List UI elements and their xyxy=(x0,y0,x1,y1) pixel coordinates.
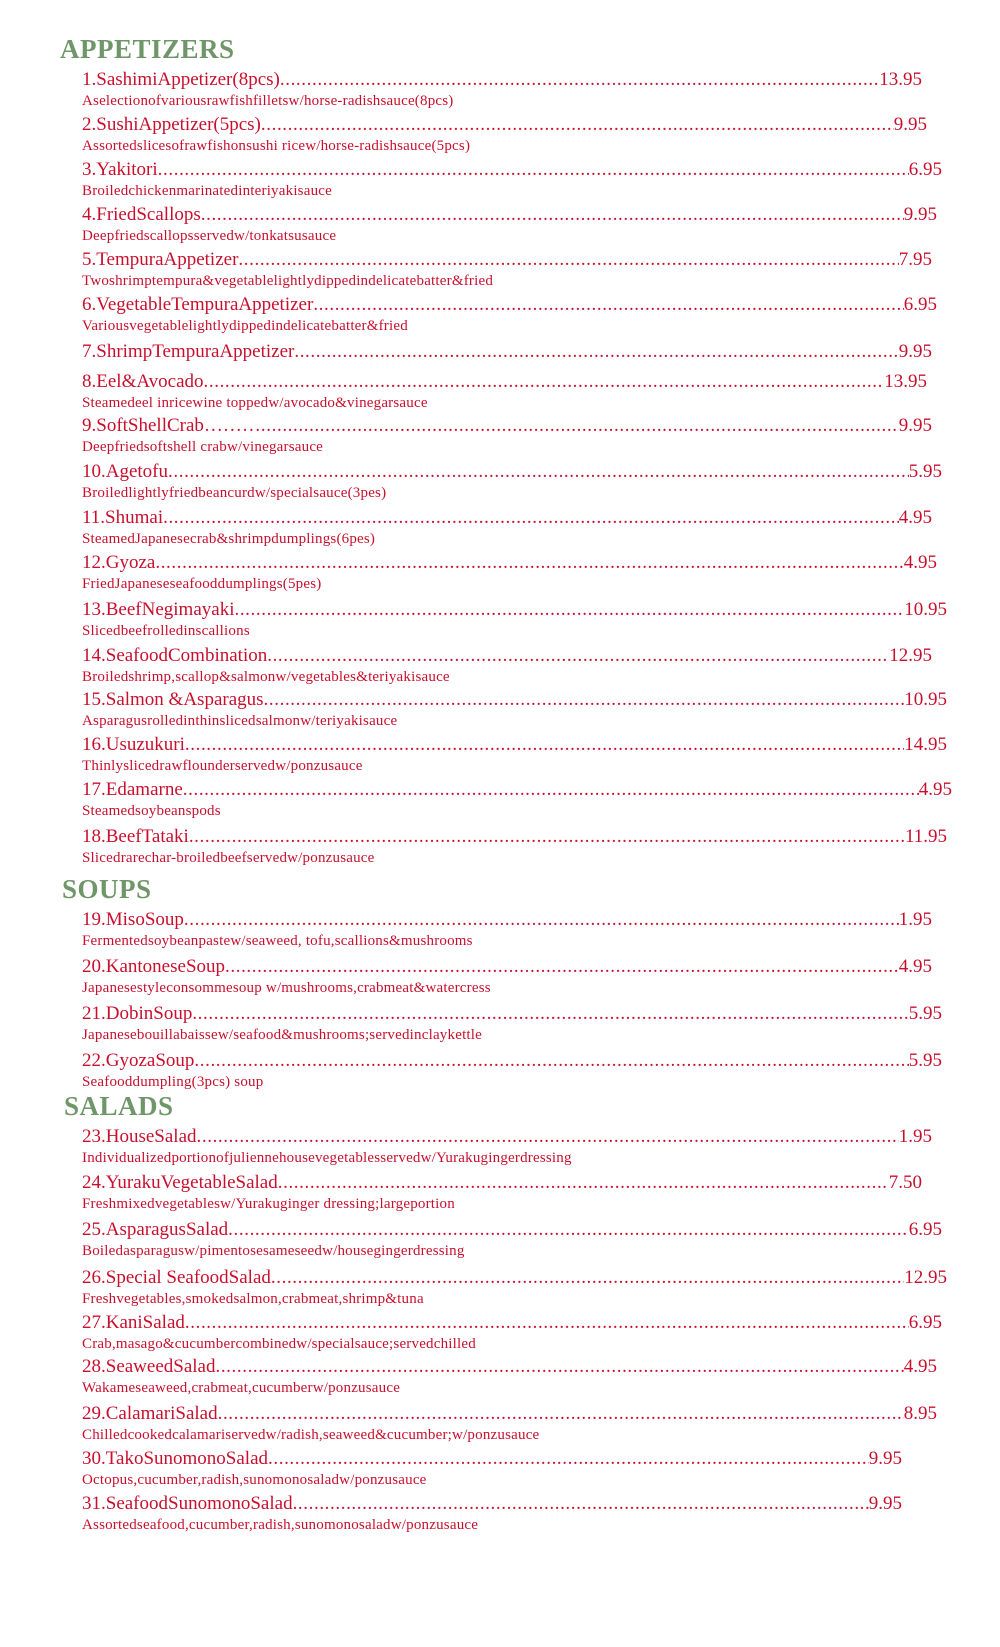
item-name: 19.MisoSoup xyxy=(82,909,184,930)
item-description: SteamedJapanesecrab&shrimpdumplings(6pes) xyxy=(82,531,376,547)
item-price: 9.95 xyxy=(898,415,932,436)
menu-item xyxy=(82,1494,942,1533)
menu-item xyxy=(82,342,942,361)
item-price: 4.95 xyxy=(898,956,932,977)
menu-item xyxy=(82,646,942,685)
item-name: 3.Yakitori xyxy=(82,159,158,180)
item-name: 2.SushiAppetizer(5pcs) xyxy=(82,114,261,135)
item-description: Slicedbeefrolledinscallions xyxy=(82,623,250,639)
dot-leader xyxy=(192,1004,908,1023)
dot-leader xyxy=(218,1404,904,1423)
dot-leader xyxy=(293,1494,869,1513)
item-price: 6.95 xyxy=(908,159,942,180)
menu-item xyxy=(82,734,947,774)
dot-leader xyxy=(163,508,899,527)
dot-leader xyxy=(183,780,919,799)
item-description: Chilledcookedcalamariservedw/radish,seaweed&cucumber;w/ponzusauce xyxy=(82,1427,540,1443)
dot-leader xyxy=(204,372,885,391)
item-price: 1.95 xyxy=(898,909,932,930)
item-description: Assortedseafood,cucumber,radish,sunomonosaladw/ponzusauce xyxy=(82,1517,479,1533)
item-description: Variousvegetablelightlydippedindelicatebatter&fried xyxy=(82,318,408,334)
menu-item xyxy=(82,779,952,819)
item-name: 27.KaniSalad xyxy=(82,1312,185,1333)
menu-item xyxy=(82,1313,942,1352)
dot-leader xyxy=(194,1051,908,1070)
menu-item xyxy=(82,416,942,455)
item-name: 15.Salmon &Asparagus xyxy=(82,689,264,710)
item-price: 10.95 xyxy=(904,599,947,620)
item-description: Octopus,cucumber,radish,sunomonosaladw/ponzusauce xyxy=(82,1472,427,1488)
menu-item xyxy=(82,372,942,411)
item-description: Deepfriedscallopsservedw/tonkatsusauce xyxy=(82,228,337,244)
dot-leader xyxy=(267,646,889,665)
item-price: 9.95 xyxy=(898,341,932,362)
item-price: 10.95 xyxy=(904,689,947,710)
menu-item xyxy=(82,1004,942,1043)
item-name: 22.GyozaSoup xyxy=(82,1050,195,1071)
item-price: 1.95 xyxy=(898,1126,932,1147)
item-name: 10.Agetofu xyxy=(82,461,169,482)
dot-leader xyxy=(189,827,905,846)
dot-leader xyxy=(158,160,909,179)
item-price: 9.95 xyxy=(893,114,927,135)
item-name: 5.TempuraAppetizer xyxy=(82,249,239,270)
dot-leader xyxy=(264,690,905,709)
dot-leader xyxy=(268,1449,869,1468)
item-price: 11.95 xyxy=(904,826,947,847)
dot-leader xyxy=(294,342,898,361)
menu-item xyxy=(82,1449,942,1488)
menu-item xyxy=(82,689,947,729)
item-description: Broiledlightlyfriedbeancurdw/specialsauce(3pes) xyxy=(82,485,387,501)
item-name: 16.Usuzukuri xyxy=(82,734,185,755)
item-description: Seafooddumpling(3pcs) soup xyxy=(82,1074,264,1090)
section-title-soups: SOUPS xyxy=(62,874,152,904)
dot-leader xyxy=(185,735,904,754)
item-price: 13.95 xyxy=(884,371,927,392)
item-name: 8.Eel&Avocado xyxy=(82,371,204,392)
item-description: Individualizedportionofjuliennehousevegetablesservedw/Yurakugingerdressing xyxy=(82,1150,572,1166)
dot-leader xyxy=(234,600,904,619)
menu-item xyxy=(82,250,942,289)
menu-item xyxy=(82,1051,942,1090)
dot-leader xyxy=(280,70,879,89)
menu-item xyxy=(82,115,942,154)
item-price: 5.95 xyxy=(908,1050,942,1071)
item-name: 31.SeafoodSunomonoSalad xyxy=(82,1493,293,1514)
item-description: FriedJapaneseseafooddumplings(5pes) xyxy=(82,576,322,592)
menu-item xyxy=(82,508,942,547)
menu-item xyxy=(82,957,942,996)
dot-leader xyxy=(278,1173,889,1192)
dot-leader xyxy=(261,416,899,435)
item-description: Asparagusrolledinthinslicedsalmonw/teriyakisauce xyxy=(82,713,398,729)
item-description: Slicedrarechar-broiledbeefservedw/ponzusauce xyxy=(82,850,375,866)
item-name: 25.AsparagusSalad xyxy=(82,1219,229,1240)
item-description: Aselectionofvariousrawfishfilletsw/horse-radishsauce(8pcs) xyxy=(82,93,454,109)
item-name: 23.HouseSalad xyxy=(82,1126,197,1147)
item-price: 5.95 xyxy=(908,1003,942,1024)
item-name: 29.CalamariSalad xyxy=(82,1403,218,1424)
dot-leader xyxy=(184,910,899,929)
dot-leader xyxy=(228,1220,909,1239)
dot-leader xyxy=(225,957,899,976)
menu-item xyxy=(82,1127,942,1166)
item-name: 14.SeafoodCombination xyxy=(82,645,268,666)
section-title-appetizers: APPETIZERS xyxy=(60,34,235,64)
item-name: 12.Gyoza xyxy=(82,552,156,573)
item-price: 6.95 xyxy=(903,294,937,315)
item-description: Wakameseaweed,crabmeat,cucumberw/ponzusauce xyxy=(82,1380,401,1396)
item-name: 30.TakoSunomonoSalad xyxy=(82,1448,269,1469)
item-description: Twoshrimptempura&vegetablelightlydippedindelicatebatter&fried xyxy=(82,273,494,289)
menu-item xyxy=(82,553,942,592)
item-price: 7.95 xyxy=(898,249,932,270)
item-price: 13.95 xyxy=(879,69,922,90)
menu-item xyxy=(82,295,942,334)
menu-item xyxy=(82,599,947,639)
item-name: 18.BeefTataki xyxy=(82,826,189,847)
item-name: 21.DobinSoup xyxy=(82,1003,193,1024)
item-description: Boiledasparagusw/pimentosesameseedw/housegingerdressing xyxy=(82,1243,465,1259)
menu-item xyxy=(82,462,942,501)
item-price: 6.95 xyxy=(908,1312,942,1333)
item-name: 7.ShrimpTempuraAppetizer xyxy=(82,341,295,362)
dot-leader xyxy=(215,1357,903,1376)
item-price: 9.95 xyxy=(903,204,937,225)
dot-leader xyxy=(313,295,903,314)
section-title-salads: SALADS xyxy=(64,1091,174,1121)
item-name: 17.Edamarne xyxy=(82,779,183,800)
dot-leader xyxy=(261,115,894,134)
item-price: 9.95 xyxy=(868,1448,902,1469)
item-price: 8.95 xyxy=(903,1403,937,1424)
item-description: Thinlyslicedrawflounderservedw/ponzusauce xyxy=(82,758,363,774)
item-description: Freshmixedvegetablesw/Yurakuginger dressing;largeportion xyxy=(82,1196,455,1212)
item-name: 24.YurakuVegetableSalad xyxy=(82,1172,278,1193)
dot-leader xyxy=(271,1268,904,1287)
item-description: Freshvegetables,smokedsalmon,crabmeat,shrimp&tuna xyxy=(82,1291,424,1307)
item-price: 12.95 xyxy=(889,645,932,666)
item-price: 4.95 xyxy=(918,779,952,800)
item-name: 9.SoftShellCrab……… xyxy=(82,415,261,436)
menu-item xyxy=(82,910,942,949)
dot-leader xyxy=(168,462,909,481)
item-name: 13.BeefNegimayaki xyxy=(82,599,235,620)
item-name: 28.SeaweedSalad xyxy=(82,1356,216,1377)
item-description: Broiledchickenmarinatedinteriyakisauce xyxy=(82,183,332,199)
item-description: Assortedslicesofrawfishonsushi ricew/horse-radishsauce(5pcs) xyxy=(82,138,471,154)
dot-leader xyxy=(155,553,903,572)
item-description: Japanesebouillabaissew/seafood&mushrooms;servedinclaykettle xyxy=(82,1027,483,1043)
item-name: 1.SashimiAppetizer(8pcs) xyxy=(82,69,280,90)
dot-leader xyxy=(238,250,898,269)
item-price: 4.95 xyxy=(903,552,937,573)
item-description: Broiledshrimp,scallop&salmonw/vegetables&teriyakisauce xyxy=(82,669,450,685)
menu-item xyxy=(82,826,947,866)
item-price: 4.95 xyxy=(903,1356,937,1377)
menu-item xyxy=(82,160,942,199)
item-price: 9.95 xyxy=(868,1493,902,1514)
menu-item xyxy=(82,1267,947,1307)
item-name: 6.VegetableTempuraAppetizer xyxy=(82,294,314,315)
dot-leader xyxy=(197,1127,899,1146)
menu-item xyxy=(82,205,942,244)
dot-leader xyxy=(185,1313,909,1332)
item-description: Fermentedsoybeanpastew/seaweed, tofu,scallions&mushrooms xyxy=(82,933,473,949)
item-price: 4.95 xyxy=(898,507,932,528)
item-price: 12.95 xyxy=(904,1267,947,1288)
item-description: Steamedeel inricewine toppedw/avocado&vinegarsauce xyxy=(82,395,428,411)
item-price: 5.95 xyxy=(908,461,942,482)
item-name: 26.Special SeafoodSalad xyxy=(82,1267,271,1288)
menu-item xyxy=(82,1220,942,1259)
item-name: 11.Shumai xyxy=(82,507,164,528)
menu-item xyxy=(82,1404,942,1443)
item-price: 7.50 xyxy=(888,1172,922,1193)
menu-item xyxy=(82,1173,942,1212)
item-description: Steamedsoybeanspods xyxy=(82,803,221,819)
item-description: Crab,masago&cucumbercombinedw/specialsauce;servedchilled xyxy=(82,1336,476,1352)
item-name: 20.KantoneseSoup xyxy=(82,956,226,977)
item-name: 4.FriedScallops xyxy=(82,204,201,225)
item-price: 6.95 xyxy=(908,1219,942,1240)
item-description: Japanesestyleconsommesoup w/mushrooms,crabmeat&watercress xyxy=(82,980,491,996)
item-description: Deepfriedsoftshell crabw/vinegarsauce xyxy=(82,439,324,455)
dot-leader xyxy=(201,205,904,224)
menu-item xyxy=(82,1357,942,1396)
menu-item xyxy=(82,70,942,109)
item-price: 14.95 xyxy=(904,734,947,755)
